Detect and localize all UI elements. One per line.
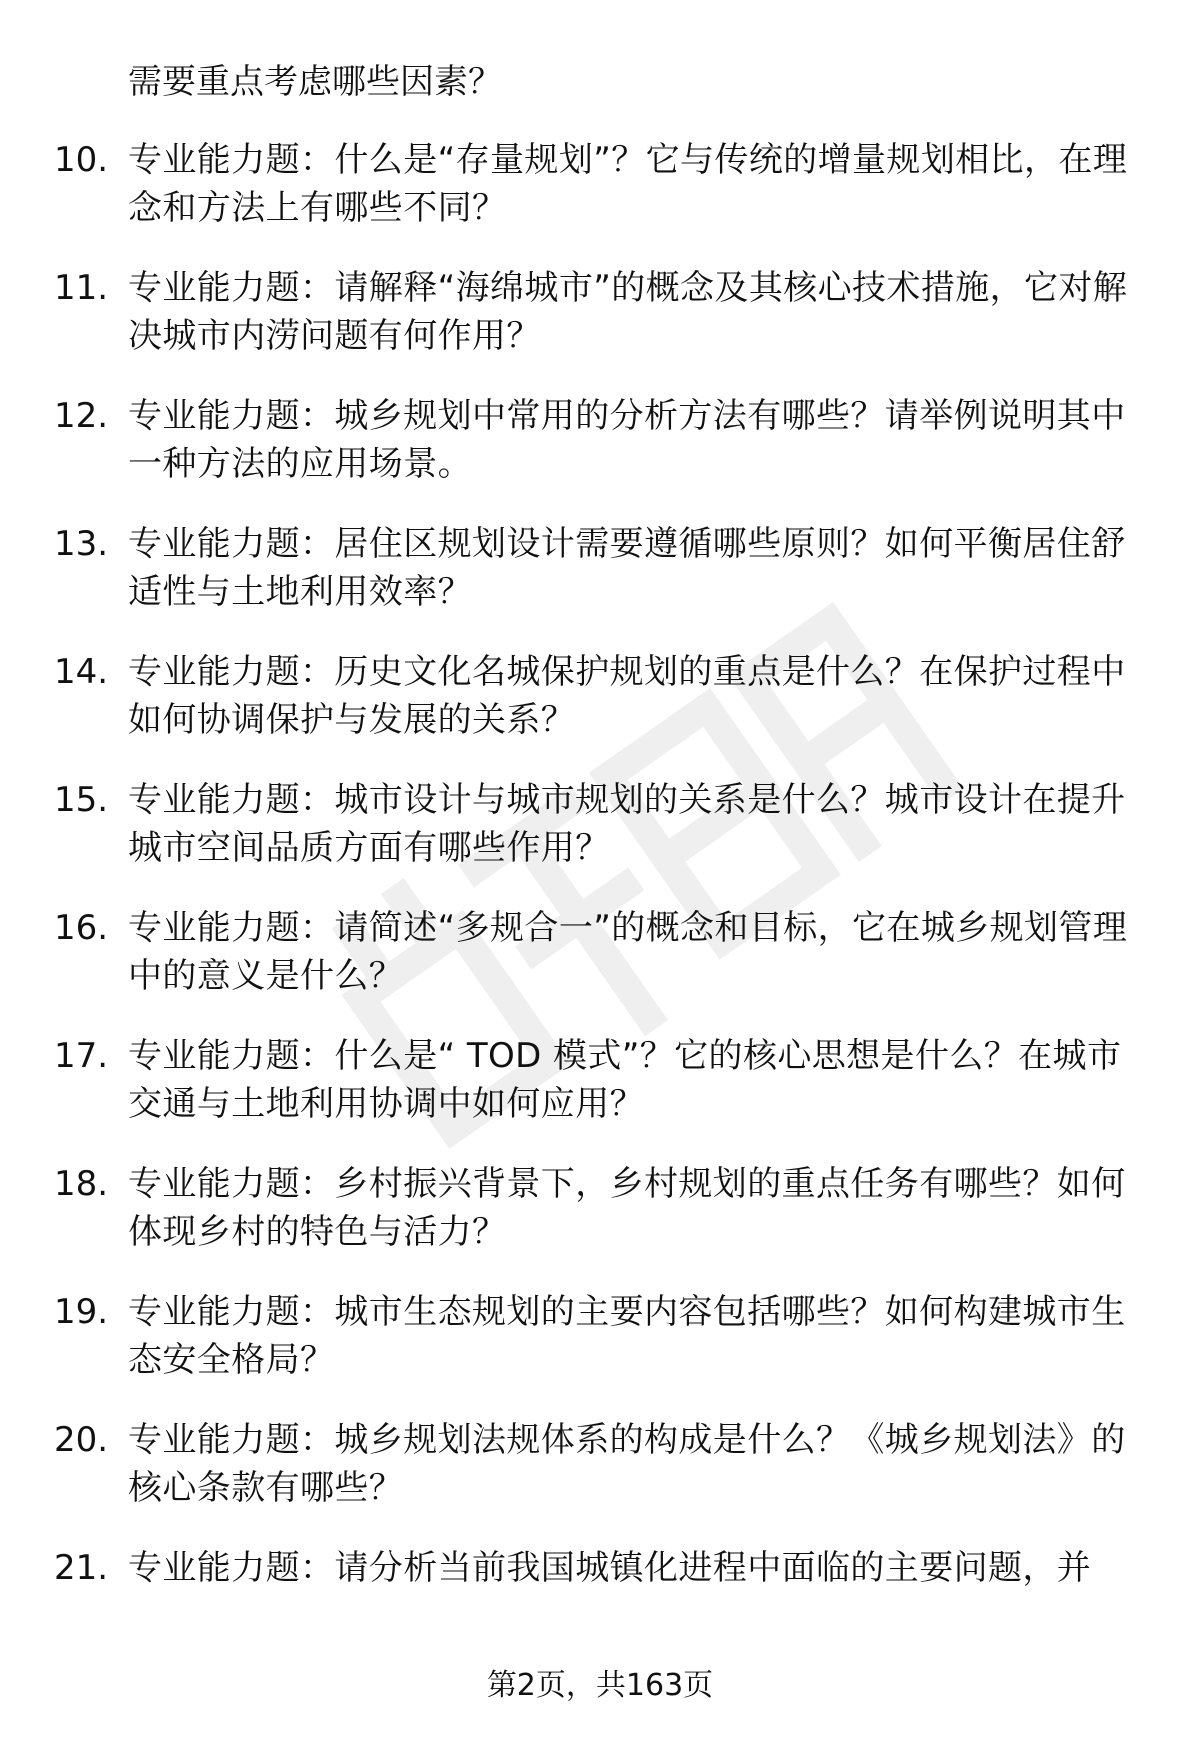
question-item <box>0 1544 1200 1672</box>
question-number: 15. <box>54 780 109 820</box>
question-text: 专业能力题：请简述“多规合一”的概念和目标，它在城乡规划管理中的意义是什么？ <box>128 908 1128 996</box>
question-number: 16. <box>54 908 109 948</box>
question-number: 13. <box>54 524 109 564</box>
question-text: 专业能力题：城市设计与城市规划的关系是什么？城市设计在提升城市空间品质方面有哪些作用？ <box>128 780 1126 868</box>
question-item <box>0 1160 1200 1288</box>
page-footer: 第2页，共163页 <box>486 1668 714 1703</box>
question-item <box>0 520 1200 648</box>
question-item <box>0 136 1200 264</box>
question-number: 21. <box>54 1548 109 1588</box>
question-text: 专业能力题：历史文化名城保护规划的重点是什么？在保护过程中如何协调保护与发展的关系？ <box>128 652 1126 740</box>
continuation-text: 需要重点考虑哪些因素？ <box>128 62 502 102</box>
question-number: 17. <box>54 1036 109 1076</box>
question-text: 专业能力题：什么是“ TOD 模式”？它的核心思想是什么？在城市交通与土地利用协调中如何应用？ <box>128 1036 1122 1124</box>
question-item <box>0 648 1200 776</box>
question-text: 专业能力题：居住区规划设计需要遵循哪些原则？如何平衡居住舒适性与土地利用效率？ <box>128 524 1126 612</box>
question-number: 20. <box>54 1420 109 1460</box>
question-number: 18. <box>54 1164 109 1204</box>
question-text: 专业能力题：什么是“存量规划”？它与传统的增量规划相比，在理念和方法上有哪些不同？ <box>128 140 1128 228</box>
question-text: 专业能力题：请解释“海绵城市”的概念及其核心技术措施，它对解决城市内涝问题有何作用？ <box>128 268 1128 356</box>
question-number: 12. <box>54 396 109 436</box>
question-item <box>0 1288 1200 1416</box>
question-number: 19. <box>54 1292 109 1332</box>
question-item <box>0 776 1200 904</box>
question-text: 专业能力题：城乡规划法规体系的构成是什么？《城乡规划法》的核心条款有哪些？ <box>128 1420 1126 1508</box>
question-item <box>0 1416 1200 1544</box>
question-item <box>0 1032 1200 1160</box>
question-number: 14. <box>54 652 109 692</box>
question-item <box>0 904 1200 1032</box>
question-text: 专业能力题：乡村振兴背景下，乡村规划的重点任务有哪些？如何体现乡村的特色与活力？ <box>128 1164 1126 1252</box>
question-item <box>0 264 1200 392</box>
question-list <box>0 136 1200 1672</box>
question-number: 10. <box>54 140 109 180</box>
question-text: 专业能力题：城乡规划中常用的分析方法有哪些？请举例说明其中一种方法的应用场景。 <box>128 396 1126 484</box>
question-text: 专业能力题：请分析当前我国城镇化进程中面临的主要问题，并 <box>128 1548 1092 1588</box>
question-number: 11. <box>54 268 109 308</box>
question-item <box>0 392 1200 520</box>
question-text: 专业能力题：城市生态规划的主要内容包括哪些？如何构建城市生态安全格局？ <box>128 1292 1126 1380</box>
